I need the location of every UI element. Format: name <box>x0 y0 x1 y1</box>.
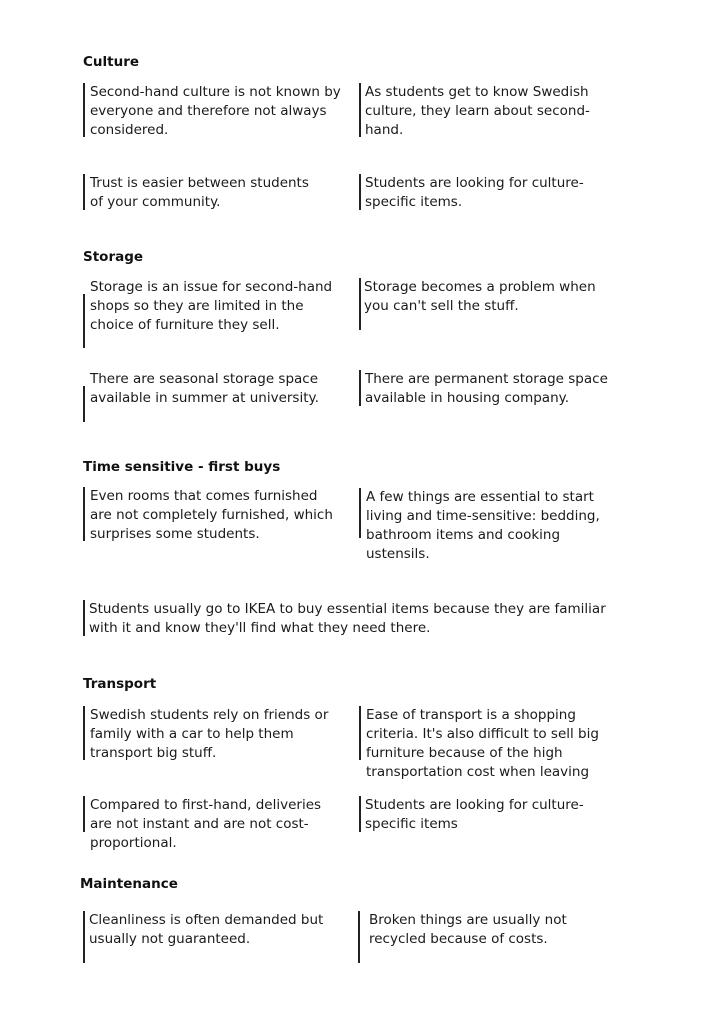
note-divider <box>359 370 361 406</box>
note-divider <box>83 174 85 210</box>
note-text: As students get to know Swedish culture, they learn about second-hand. <box>365 84 590 138</box>
note-card <box>83 278 345 348</box>
section-title-time-sensitive: Time sensitive - first buys <box>83 459 281 475</box>
note-card <box>83 911 345 963</box>
note-divider <box>359 174 361 210</box>
note-card <box>359 488 609 564</box>
note-divider <box>358 911 360 963</box>
note-divider <box>83 294 85 348</box>
note-text: Ease of transport is a shopping criteria. It's also difficult to sell big furniture because of the high transportation cost when leaving <box>366 707 599 780</box>
note-divider <box>83 600 85 636</box>
note-card <box>83 600 623 636</box>
note-divider <box>359 796 361 832</box>
note-card <box>83 370 345 422</box>
note-text: Swedish students rely on friends or family with a car to help them transport big stuff. <box>90 707 329 761</box>
note-text: Students usually go to IKEA to buy essential items because they are familiar with it and know they'll find what they need there. <box>89 601 606 636</box>
note-card <box>83 796 345 852</box>
note-text: Compared to first-hand, deliveries are not instant and are not cost-proportional. <box>90 797 322 851</box>
note-text: Trust is easier between students of your community. <box>90 175 309 210</box>
note-card <box>359 278 609 330</box>
note-card <box>83 487 345 541</box>
note-text: Students are looking for culture-specific items. <box>365 175 584 210</box>
note-divider <box>359 83 361 137</box>
note-divider <box>83 487 85 541</box>
note-text: Storage becomes a problem when you can't sell the stuff. <box>364 279 596 314</box>
note-text: A few things are essential to start living and time-sensitive: bedding, bathroom items and cooking ustensils. <box>366 489 600 562</box>
note-divider <box>83 796 85 832</box>
note-card <box>359 796 609 832</box>
note-divider <box>83 386 85 422</box>
note-text: Cleanliness is often demanded but usually not guaranteed. <box>89 912 324 947</box>
note-text: Broken things are usually not recycled because of costs. <box>369 912 567 947</box>
note-card <box>359 83 609 137</box>
section-title-maintenance: Maintenance <box>80 876 178 892</box>
note-card <box>83 83 345 137</box>
note-card <box>83 706 345 760</box>
note-text: Even rooms that comes furnished are not completely furnished, which surprises some students. <box>90 488 333 542</box>
section-title-transport: Transport <box>83 676 157 692</box>
note-card <box>359 174 609 210</box>
note-divider <box>83 83 85 137</box>
section-title-culture: Culture <box>83 54 140 70</box>
note-divider <box>359 488 361 538</box>
note-card <box>358 911 608 963</box>
note-divider <box>83 911 85 963</box>
note-text: There are seasonal storage space available in summer at university. <box>90 371 319 406</box>
note-card <box>359 706 609 782</box>
note-card <box>83 174 323 210</box>
note-text: Students are looking for culture-specific items <box>365 797 584 832</box>
note-text: Storage is an issue for second-hand shops so they are limited in the choice of furniture they sell. <box>90 279 333 333</box>
note-divider <box>83 706 85 760</box>
note-divider <box>359 706 361 760</box>
note-divider <box>359 278 361 330</box>
section-title-storage: Storage <box>83 249 144 265</box>
note-text: There are permanent storage space available in housing company. <box>365 371 608 406</box>
note-text: Second-hand culture is not known by everyone and therefore not always considered. <box>90 84 341 138</box>
note-card <box>359 370 621 406</box>
